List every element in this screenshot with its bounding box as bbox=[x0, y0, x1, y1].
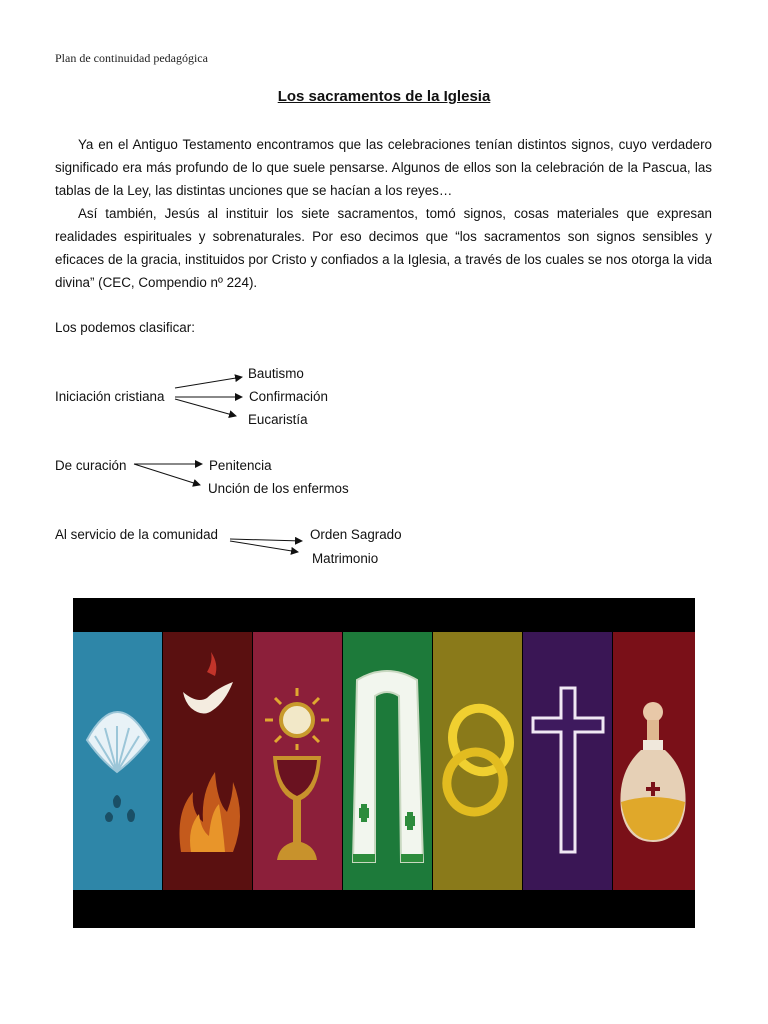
item-bautismo: Bautismo bbox=[248, 366, 304, 381]
paragraph-1: Ya en el Antiguo Testamento encontramos que las celebraciones tenían distintos signos, cuyo verdadero significado era más profundo de lo que suele pensarse. Algunos de ellos son la celebración de la Pascua, las tablas de la Ley, las distintas unciones que se hacían a los reyes… bbox=[55, 137, 712, 198]
group-label-servicio: Al servicio de la comunidad bbox=[55, 527, 219, 542]
shell-water-icon bbox=[73, 632, 162, 890]
document-header: Plan de continuidad pedagógica bbox=[55, 51, 208, 65]
arrow-uncion bbox=[134, 464, 200, 485]
stripe-confirmacion bbox=[163, 632, 252, 890]
item-orden-sagrado: Orden Sagrado bbox=[310, 527, 402, 542]
classify-intro: Los podemos clasificar: bbox=[55, 320, 195, 335]
cross-icon bbox=[523, 632, 612, 890]
body-text bbox=[55, 133, 712, 294]
stripe-orden bbox=[523, 632, 612, 890]
stripe-matrimonio bbox=[613, 632, 695, 890]
oil-vial-icon bbox=[613, 632, 695, 890]
rings-icon bbox=[433, 632, 522, 890]
arrow-bautismo bbox=[175, 377, 242, 388]
stripe-penitencia bbox=[343, 632, 432, 890]
arrow-eucaristia bbox=[175, 399, 236, 416]
chalice-host-icon bbox=[253, 632, 342, 890]
stripe-uncion bbox=[433, 632, 522, 890]
paragraph-2: Así también, Jesús al instituir los siete sacramentos, tomó signos, cosas materiales que expresan realidades espirituales y sobrenaturales. Por eso decimos que “los sacramentos son signos sensibles y eficaces de la gracia, instituidos por Cristo y confiados a la Iglesia, a través de los cuales se nos otorga la vida divina” (CEC, Compendio nº 224). bbox=[55, 206, 712, 290]
item-confirmacion: Confirmación bbox=[249, 389, 328, 404]
group-label-curacion: De curación bbox=[55, 458, 127, 473]
stripe-eucaristia bbox=[253, 632, 342, 890]
item-matrimonio: Matrimonio bbox=[312, 551, 379, 566]
item-penitencia: Penitencia bbox=[209, 458, 272, 473]
sacraments-banner bbox=[73, 598, 695, 928]
stole-icon bbox=[343, 632, 432, 890]
arrow-matrimonio bbox=[230, 541, 298, 552]
stripe-bautismo bbox=[73, 632, 162, 890]
group-label-iniciacion: Iniciación cristiana bbox=[55, 389, 165, 404]
item-uncion: Unción de los enfermos bbox=[208, 481, 349, 496]
document-title: Los sacramentos de la Iglesia bbox=[277, 88, 491, 105]
dove-fire-icon bbox=[163, 632, 252, 890]
arrow-orden bbox=[230, 539, 302, 541]
item-eucaristia: Eucaristía bbox=[248, 412, 308, 427]
